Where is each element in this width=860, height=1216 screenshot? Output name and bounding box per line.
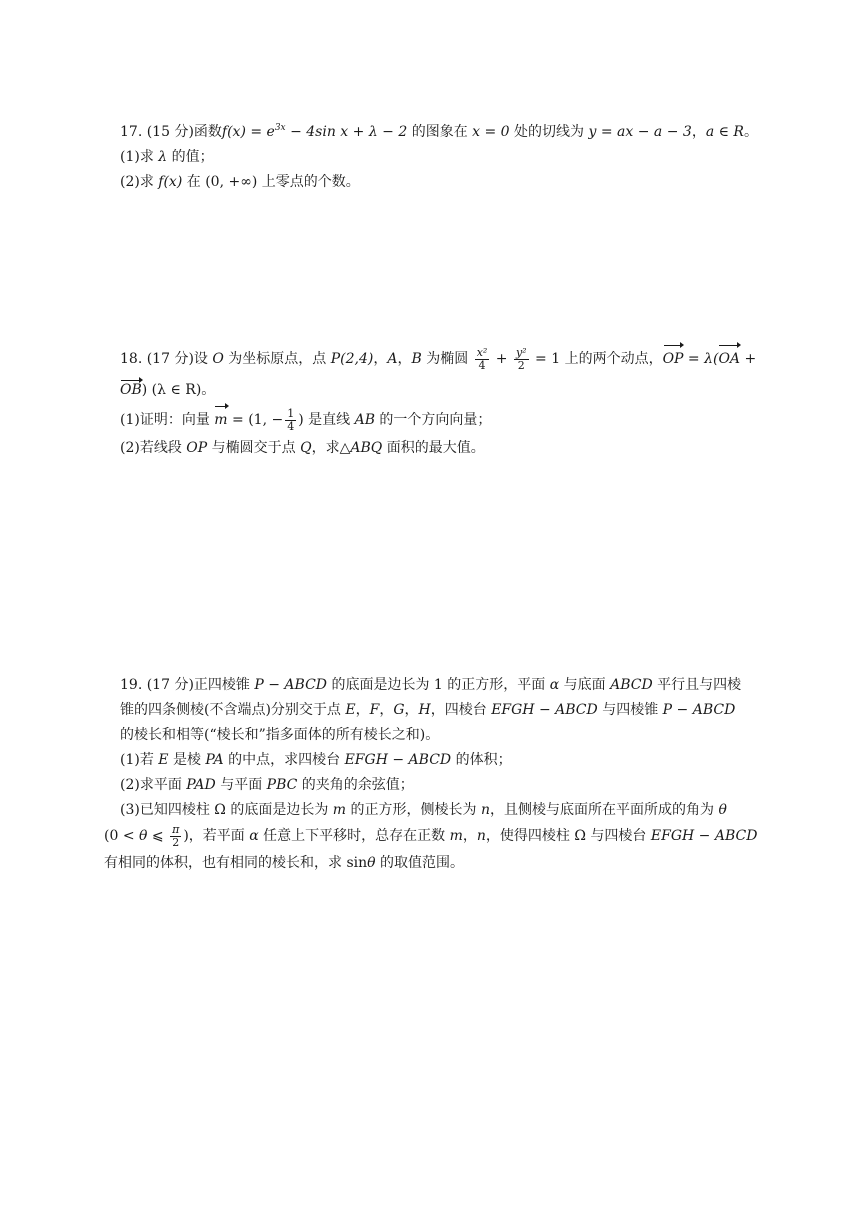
problem-19-statement-line-2: 锥的四条侧棱(不含端点)分别交于点 E，F，G，H，四棱台 EFGH − ABCD 与四棱锥 P − ABCD — [120, 702, 736, 718]
problem-17-part-1: (1)求 λ 的值； — [120, 149, 214, 165]
problem-19-part-3: (3)已知四棱柱 Ω 的底面是边长为 m 的正方形，侧棱长为 n，且侧棱与底面所在平面所成的角为 θ — [120, 802, 727, 818]
vector-op: OP — [663, 345, 684, 373]
problem-18-statement: 18. (17 分)设 O 为坐标原点，点 P(2,4)，A，B 为椭圆 $\frac{\text{x²}}{4}$ + $\frac{\text{y²}}{2}$ = 1 上的两个动点，OP = λ(OA + — [120, 345, 757, 372]
fraction-one-quarter: $\frac{1}{4}$ — [287, 406, 295, 433]
problem-18-part-2: (2)若线段 OP 与椭圆交于点 Q，求△ABQ 面积的最大值。 — [120, 440, 485, 456]
problem-19-statement: 19. (17 分)正四棱锥 P − ABCD 的底面是边长为 1 的正方形，平面 α 与底面 ABCD 平行且与四棱 — [120, 677, 742, 693]
problem-17-statement: 17. (15 分)函数$f(x) = e^{3x} - 4\sin$ x + λ − 2 的图象在 x = 0 处的切线为 y = ax − a − 3，a ∈ R。 — [120, 123, 758, 140]
problem-19-statement-line-3: 的棱长和相等(“棱长和”指多面体的所有棱长之和)。 — [120, 727, 440, 743]
fraction-pi-over-2: $\frac{\pi}{2}$ — [172, 822, 180, 849]
problem-19-part-3-line-3: 有相同的体积，也有相同的棱长和，求 sinθ 的取值范围。 — [104, 855, 465, 871]
problem-19-part-3-line-2: (0 < θ ⩽ $\frac{\pi}{2}$ )，若平面 α 任意上下平移时，总存在正数 m，n，使得四棱柱 Ω 与四棱台 EFGH − ABCD — [104, 822, 758, 849]
vector-oa: OA — [718, 345, 740, 373]
fraction-y-squared-over-2: $\frac{\text{y²}}{2}$ — [515, 345, 527, 372]
problem-19-part-2: (2)求平面 PAD 与平面 PBC 的夹角的余弦值； — [120, 777, 414, 793]
problem-19-part-1: (1)若 E 是棱 PA 的中点，求四棱台 EFGH − ABCD 的体积； — [120, 752, 512, 768]
problem-17-part-2: (2)求 f(x) 在 (0, +∞) 上零点的个数。 — [120, 174, 360, 190]
vector-ob: OB — [120, 382, 142, 398]
vector-m: m — [214, 406, 227, 434]
problem-18-statement-cont: OB) (λ ∈ R)。 — [120, 382, 216, 398]
problem-18-part-1: (1)证明：向量 m = (1, − $\frac{1}{4}$ ) 是直线 AB 的一个方向向量； — [120, 406, 492, 433]
fraction-x-squared-over-4: $\frac{\text{x²}}{4}$ — [476, 345, 488, 372]
